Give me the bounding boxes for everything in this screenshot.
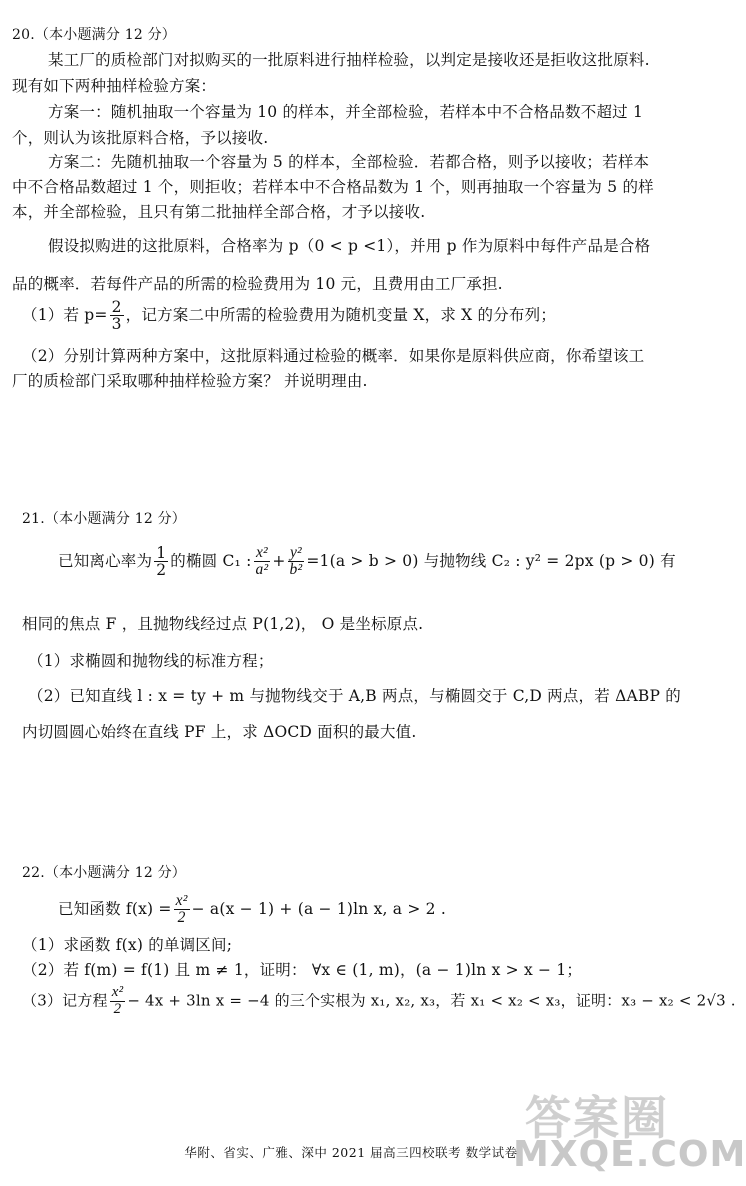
q20-part-1-prefix: （1）若 p=	[22, 305, 108, 324]
page-footer: 华附、省实、广雅、深中 2021 届高三四校联考 数学试卷	[184, 1145, 518, 1160]
q21-l1-b: 的椭圆 C₁ :	[170, 551, 252, 570]
q21-line-3: （1）求椭圆和抛物线的标准方程；	[28, 652, 274, 670]
q20-line-9: 品的概率．若每件产品的所需的检验费用为 10 元，且费用由工厂承担.	[12, 275, 503, 293]
q21-ell-a: a²	[255, 561, 269, 579]
watermark-en: MXQE.COM	[513, 1134, 746, 1175]
watermark-logo	[505, 1080, 746, 1180]
q22-l4-a: （3）记方程	[22, 991, 108, 1010]
q20-frac-num: 2	[111, 298, 122, 316]
q21-ell-x: x²	[254, 545, 271, 562]
q21-ecc-den: 2	[156, 561, 167, 580]
q22-fx-den: 2	[177, 909, 186, 927]
q21-ellipse-x-fraction	[254, 545, 271, 579]
q20-line-4: 个，则认为该批原料合格，予以接收.	[12, 129, 269, 147]
watermark-cn: 答案圈	[525, 1091, 669, 1145]
q22-eq-fraction	[110, 985, 126, 1018]
q21-line-2: 相同的焦点 F ，且抛物线经过点 P(1,2)， O 是坐标原点.	[22, 615, 424, 633]
q21-ell-b: b²	[289, 561, 303, 579]
q20-fraction	[110, 299, 124, 333]
q20-line-1: 某工厂的质检部门对拟购买的一批原料进行抽样检验，以判定是接收还是拒收这批原料.	[48, 51, 650, 69]
q21-ell-y: y²	[288, 545, 305, 562]
q20-line-6: 中不合格品数超过 1 个，则拒收；若样本中不合格品数为 1 个，则再抽取一个容量为 5 的样	[12, 178, 654, 196]
q22-l1-a: 已知函数 f(x) =	[58, 899, 172, 918]
q20-line-8: 假设拟购进的这批原料，合格率为 p（0 < p <1），并用 p 作为原料中每件产品是合格	[48, 237, 651, 255]
q21-ellipse-y-fraction	[288, 545, 305, 579]
q21-ecc-fraction	[154, 545, 168, 579]
q22-line-1	[58, 893, 446, 927]
q21-l1-c: =1(a > b > 0) 与抛物线 C₂ : y² = 2px (p > 0) 有	[306, 551, 676, 570]
q22-eq-num: x²	[111, 984, 124, 1000]
q21-line-4: （2）已知直线 l : x = ty + m 与抛物线交于 A,B 两点，与椭圆交于 C,D 两点，若 ΔABP 的	[28, 687, 681, 705]
q21-line-1: 已知离心率为 $\frac{1}{2}$ 的椭圆 C₁ : $\frac{\text{x²}}{\text{a²}}$ + $\frac{\text{y²}}{\text{b²}}$ =1(a > b > 0) 与抛物线 C₂ : y² = 2px (p > 0) 有	[58, 544, 676, 580]
q22-line-3: （2）若 f(m) = f(1) 且 m ≠ 1，证明： ∀x ∈ (1, m)，(a − 1)ln x > x − 1；	[22, 961, 583, 979]
q22-eq-den: 2	[113, 1000, 122, 1017]
q21-line-5: 内切圆圆心始终在直线 PF 上，求 ΔOCD 面积的最大值.	[22, 723, 417, 741]
q20-line-11: （2）分别计算两种方案中，这批原料通过检验的概率．如果你是原料供应商，你希望该工	[22, 347, 645, 365]
q20-line-12: 厂的质检部门采取哪种抽样检验方案？ 并说明理由.	[12, 372, 368, 390]
q20-part-1-text: ，记方案二中所需的检验费用为随机变量 X，求 X 的分布列；	[125, 305, 557, 324]
q22-l4-b: − 4x + 3ln x = −4 的三个实根为 x₁, x₂, x₃，若 x₁ < x₂ < x₃，证明：x₃ − x₂ < 2√3 .	[127, 991, 736, 1010]
q20-line-5: 方案二：先随机抽取一个容量为 5 的样本，全部检验．若都合格，则予以接收；若样本	[48, 153, 650, 171]
q20-header: 20.（本小题满分 12 分）	[12, 27, 176, 43]
q22-header: 22.（本小题满分 12 分）	[22, 865, 186, 881]
q20-frac-den: 3	[111, 315, 122, 334]
q20-line-3: 方案一：随机抽取一个容量为 10 的样本，并全部检验，若样本中不合格品数不超过 1	[48, 103, 644, 121]
q20-line-2: 现有如下两种抽样检验方案：	[12, 77, 217, 95]
q20-part-1	[22, 299, 556, 333]
q22-fx-fraction	[174, 893, 190, 927]
q22-line-2: （1）求函数 f(x) 的单调区间;	[22, 936, 233, 954]
q22-line-4	[22, 985, 736, 1018]
q21-header: 21.（本小题满分 12 分）	[22, 511, 186, 527]
q20-line-7: 本，并全部检验，且只有第二批抽样全部合格，才予以接收.	[12, 203, 426, 221]
q22-l1-b: − a(x − 1) + (a − 1)ln x, a > 2 .	[191, 899, 446, 918]
q22-fx-num: x²	[175, 892, 188, 909]
q21-l1-a: 已知离心率为	[58, 551, 153, 570]
q21-ecc-num: 1	[156, 544, 167, 562]
